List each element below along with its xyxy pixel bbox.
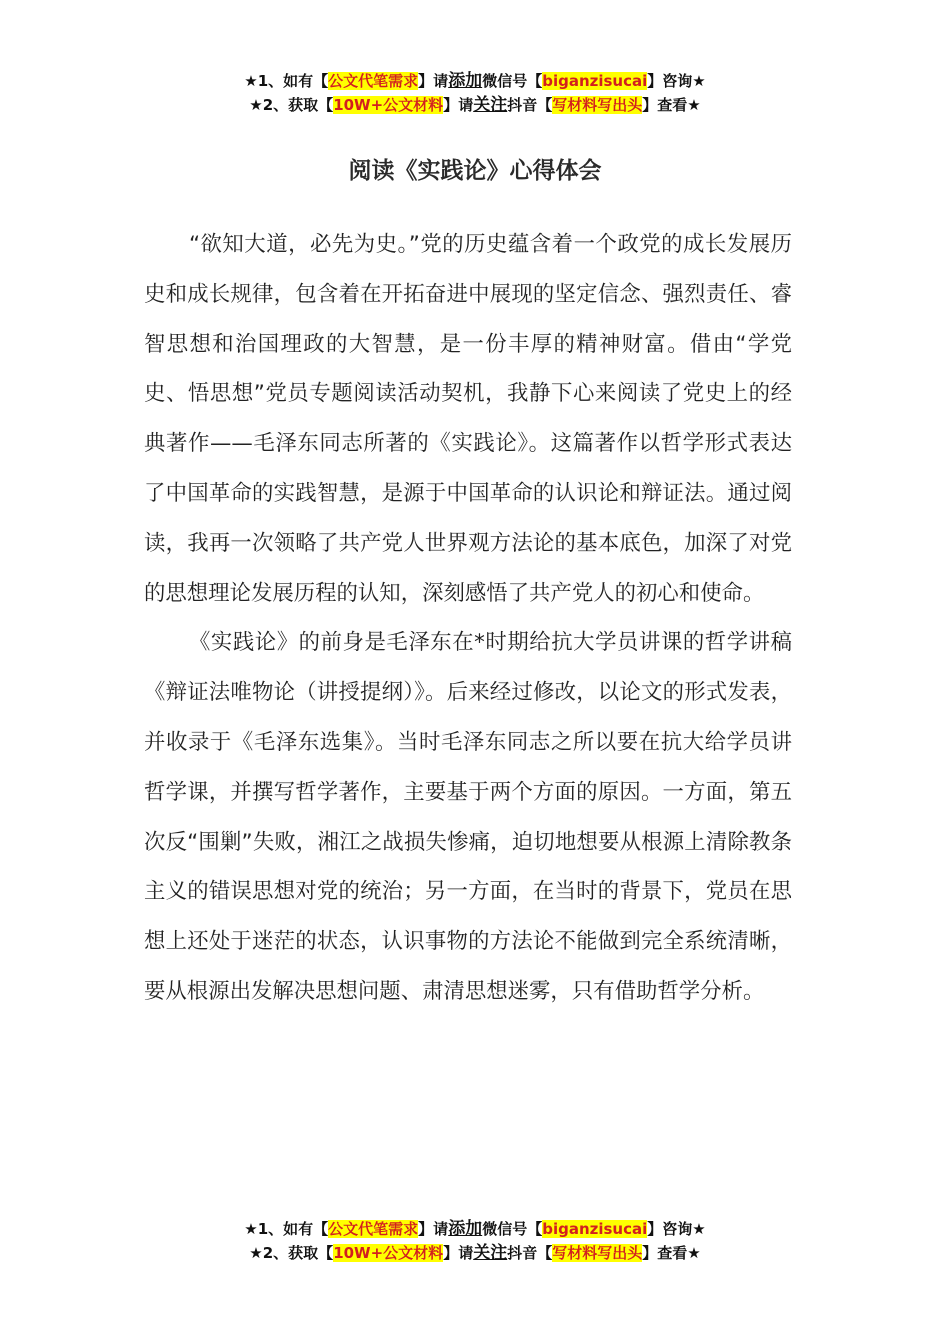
- banner-line-2: [0, 1241, 950, 1265]
- header-banner: [0, 69, 950, 117]
- banner-text: 微信号【: [482, 1220, 543, 1238]
- banner-highlight: 公文代笔需求: [328, 72, 419, 90]
- banner-text: ★2、获取【: [249, 96, 334, 114]
- banner-text: ★1、如有【: [244, 1220, 329, 1238]
- footer-banner: [0, 1217, 950, 1265]
- banner-emphasis: 添加: [448, 1219, 483, 1239]
- banner-text: 】请: [443, 1244, 474, 1262]
- banner-text: 】查看★: [642, 96, 701, 114]
- banner-line-2: [0, 93, 950, 117]
- paragraph: “欲知大道，必先为史。”党的历史蕴含着一个政党的成长发展历史和成长规律，包含着在开拓奋进中展现的坚定信念、强烈责任、睿智思想和治国理政的大智慧，是一份丰厚的精神财富。借由“学党史、悟思想”党员专题阅读活动契机，我静下心来阅读了党史上的经典著作——毛泽东同志所著的《实践论》。这篇著作以哲学形式表达了中国革命的实践智慧，是源于中国革命的认识论和辩证法。通过阅读，我再一次领略了共产党人世界观方法论的基本底色，加深了对党的思想理论发展历程的认知，深刻感悟了共产党人的初心和使命。: [144, 232, 792, 606]
- banner-highlight: 10W+公文材料: [333, 96, 444, 114]
- banner-line-1: [0, 1217, 950, 1241]
- banner-text: 微信号【: [482, 72, 543, 90]
- banner-highlight: 写材料写出头: [552, 1244, 643, 1262]
- banner-highlight: 10W+公文材料: [333, 1244, 444, 1262]
- banner-text: 抖音【: [507, 96, 553, 114]
- banner-text: ★1、如有【: [244, 72, 329, 90]
- banner-emphasis: 关注: [473, 95, 508, 115]
- banner-highlight: biganzisucai: [542, 1220, 648, 1238]
- banner-text: 】请: [418, 1220, 449, 1238]
- banner-text: 】查看★: [642, 1244, 701, 1262]
- banner-text: 】请: [443, 96, 474, 114]
- banner-text: 抖音【: [507, 1244, 553, 1262]
- document-title: 阅读《实践论》心得体会: [348, 158, 602, 184]
- banner-highlight: 写材料写出头: [552, 96, 643, 114]
- banner-emphasis: 添加: [448, 71, 483, 91]
- banner-highlight: 公文代笔需求: [328, 1220, 419, 1238]
- banner-text: 】咨询★: [647, 72, 706, 90]
- document-body: [144, 220, 792, 1017]
- banner-text: ★2、获取【: [249, 1244, 334, 1262]
- banner-text: 】请: [418, 72, 449, 90]
- paragraph: 《实践论》的前身是毛泽东在*时期给抗大学员讲课的哲学讲稿《辩证法唯物论（讲授提纲）》。后来经过修改，以论文的形式发表，并收录于《毛泽东选集》。当时毛泽东同志之所以要在抗大给学员讲哲学课，并撰写哲学著作，主要基于两个方面的原因。一方面，第五次反“围剿”失败，湘江之战损失惨痛，迫切地想要从根源上清除教条主义的错误思想对党的统治；另一方面，在当时的背景下，党员在思想上还处于迷茫的状态，认识事物的方法论不能做到完全系统清晰，要从根源出发解决思想问题、肃清思想迷雾，只有借助哲学分析。: [144, 630, 792, 1004]
- banner-highlight: biganzisucai: [542, 72, 648, 90]
- banner-text: 】咨询★: [647, 1220, 706, 1238]
- banner-emphasis: 关注: [473, 1243, 508, 1263]
- banner-line-1: [0, 69, 950, 93]
